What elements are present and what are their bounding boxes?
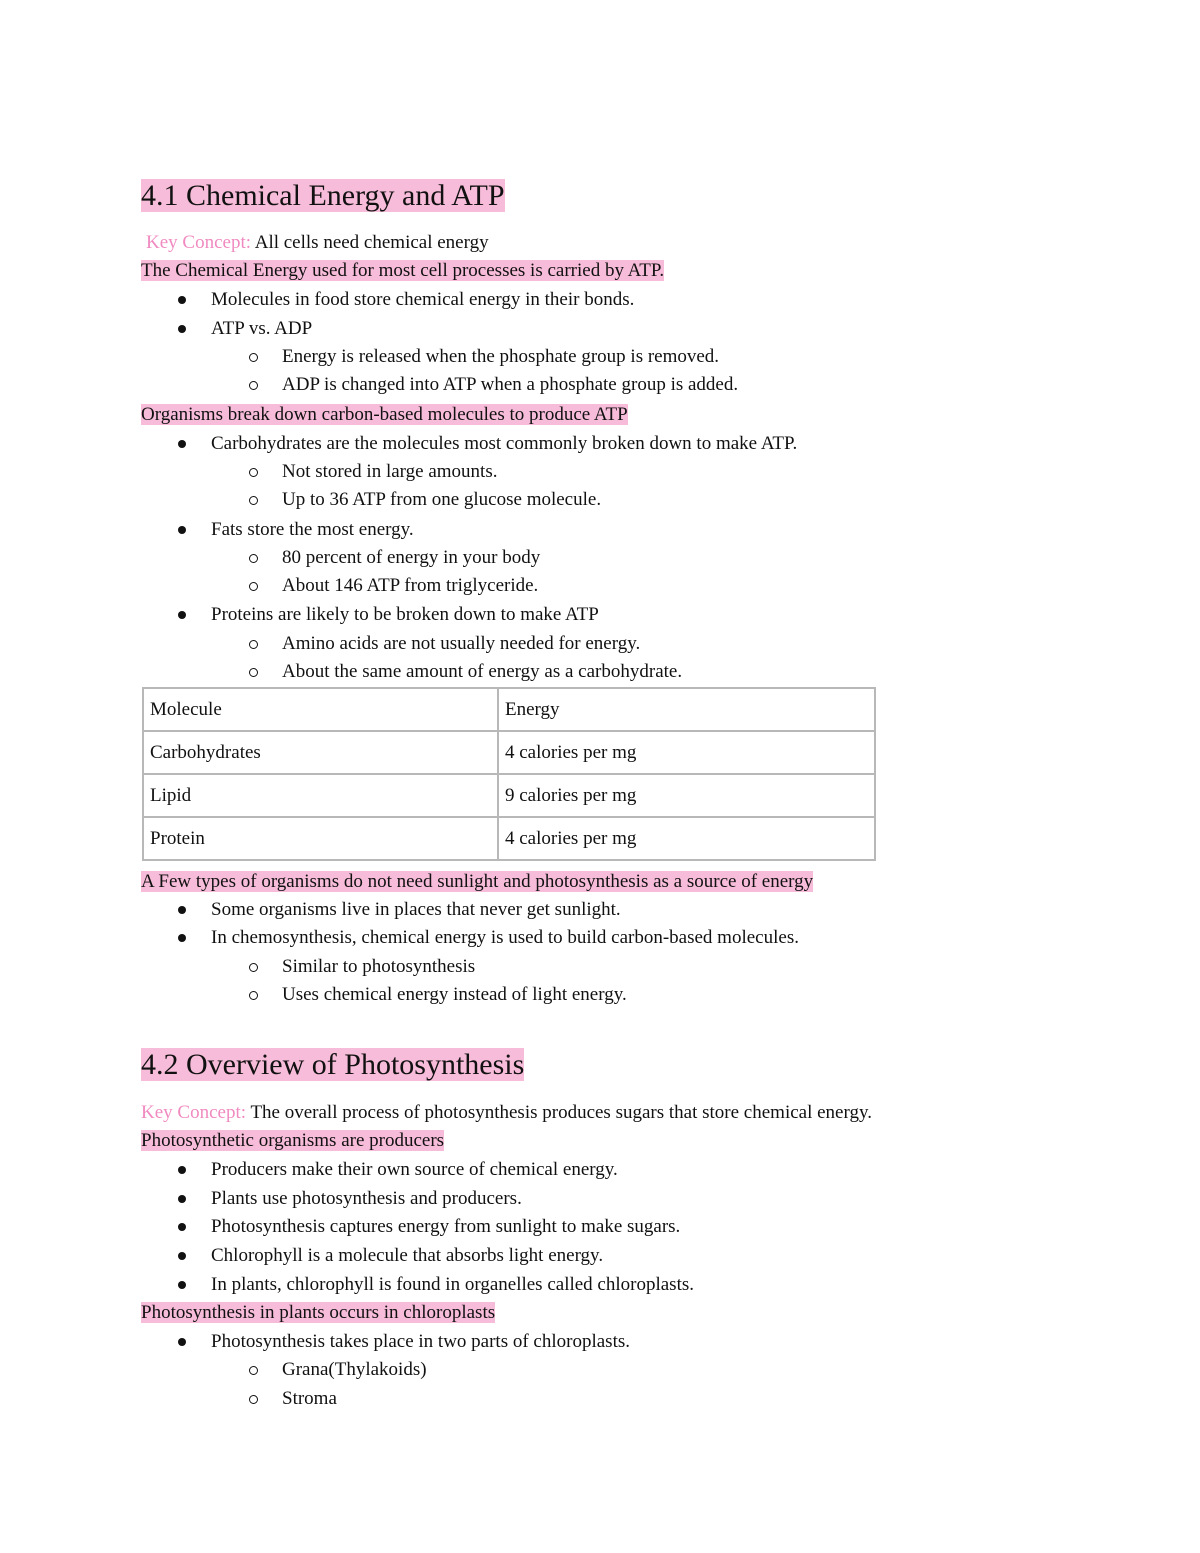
table-cell: Carbohydrates: [143, 731, 498, 774]
table-cell: 9 calories per mg: [498, 774, 875, 817]
sub-bullet-circle: [249, 1366, 258, 1375]
sub-list-item: Similar to photosynthesis: [282, 956, 476, 977]
sub-bullet-circle: [249, 668, 258, 677]
subheading-chloroplasts: Photosynthesis in plants occurs in chloroplasts: [141, 1302, 496, 1323]
sub-bullet-circle: [249, 496, 258, 505]
list-item: Some organisms live in places that never get sunlight.: [211, 899, 621, 920]
table-header-cell: Molecule: [143, 688, 498, 731]
sub-bullet-circle: [249, 640, 258, 649]
bullet-dot: [178, 526, 186, 534]
list-item: Molecules in food store chemical energy in their bonds.: [211, 289, 635, 310]
table-cell: 4 calories per mg: [498, 817, 875, 860]
sub-list-item: Energy is released when the phosphate group is removed.: [282, 346, 720, 367]
list-item: Carbohydrates are the molecules most commonly broken down to make ATP.: [211, 433, 798, 454]
bullet-dot: [178, 1166, 186, 1174]
list-item: Plants use photosynthesis and producers.: [211, 1188, 522, 1209]
bullet-dot: [178, 1281, 186, 1289]
bullet-dot: [178, 1195, 186, 1203]
bullet-dot: [178, 611, 186, 619]
key-concept-4-1: Key Concept: All cells need chemical energy: [146, 232, 489, 253]
table-row: [143, 774, 875, 817]
table-row: [143, 731, 875, 774]
sub-bullet-circle: [249, 468, 258, 477]
sub-list-item: Amino acids are not usually needed for energy.: [282, 633, 641, 654]
subheading-break-down: Organisms break down carbon-based molecules to produce ATP: [141, 404, 628, 425]
list-item: In chemosynthesis, chemical energy is used to build carbon-based molecules.: [211, 927, 799, 948]
bullet-dot: [178, 440, 186, 448]
sub-list-item: Grana(Thylakoids): [282, 1359, 427, 1380]
section-heading-4-2: 4.2 Overview of Photosynthesis: [141, 1048, 525, 1081]
sub-bullet-circle: [249, 381, 258, 390]
sub-list-item: Uses chemical energy instead of light energy.: [282, 984, 627, 1005]
table-cell: Protein: [143, 817, 498, 860]
sub-bullet-circle: [249, 582, 258, 591]
list-item: ATP vs. ADP: [211, 318, 313, 339]
section-heading-4-1: 4.1 Chemical Energy and ATP: [141, 179, 505, 212]
sub-list-item: Not stored in large amounts.: [282, 461, 498, 482]
subheading-no-sunlight: A Few types of organisms do not need sunlight and photosynthesis as a source of energy: [141, 871, 814, 892]
sub-bullet-circle: [249, 1395, 258, 1404]
table-header-cell: Energy: [498, 688, 875, 731]
table-row: [143, 817, 875, 860]
key-concept-4-2: Key Concept: The overall process of photosynthesis produces sugars that store chemical energy.: [141, 1102, 872, 1123]
bullet-dot: [178, 906, 186, 914]
sub-bullet-circle: [249, 353, 258, 362]
list-item: Photosynthesis captures energy from sunlight to make sugars.: [211, 1216, 681, 1237]
table-cell: 4 calories per mg: [498, 731, 875, 774]
list-item: Chlorophyll is a molecule that absorbs light energy.: [211, 1245, 604, 1266]
bullet-dot: [178, 1223, 186, 1231]
sub-list-item: About the same amount of energy as a carbohydrate.: [282, 661, 683, 682]
list-item: Producers make their own source of chemical energy.: [211, 1159, 618, 1180]
sub-list-item: 80 percent of energy in your body: [282, 547, 541, 568]
sub-bullet-circle: [249, 554, 258, 563]
bullet-dot: [178, 296, 186, 304]
subheading-atp-carrier: The Chemical Energy used for most cell processes is carried by ATP.: [141, 260, 665, 281]
sub-list-item: About 146 ATP from triglyceride.: [282, 575, 539, 596]
sub-bullet-circle: [249, 963, 258, 972]
sub-bullet-circle: [249, 991, 258, 1000]
bullet-dot: [178, 934, 186, 942]
bullet-dot: [178, 1338, 186, 1346]
table-cell: Lipid: [143, 774, 498, 817]
sub-list-item: ADP is changed into ATP when a phosphate group is added.: [282, 374, 739, 395]
subheading-producers: Photosynthetic organisms are producers: [141, 1130, 445, 1151]
list-item: In plants, chlorophyll is found in organelles called chloroplasts.: [211, 1274, 694, 1295]
list-item: Proteins are likely to be broken down to make ATP: [211, 604, 599, 625]
sub-list-item: Stroma: [282, 1388, 337, 1409]
sub-list-item: Up to 36 ATP from one glucose molecule.: [282, 489, 602, 510]
bullet-dot: [178, 1252, 186, 1260]
list-item: Photosynthesis takes place in two parts of chloroplasts.: [211, 1331, 630, 1352]
list-item: Fats store the most energy.: [211, 519, 414, 540]
table-header-row: [143, 688, 875, 731]
energy-table: [142, 687, 876, 861]
bullet-dot: [178, 325, 186, 333]
